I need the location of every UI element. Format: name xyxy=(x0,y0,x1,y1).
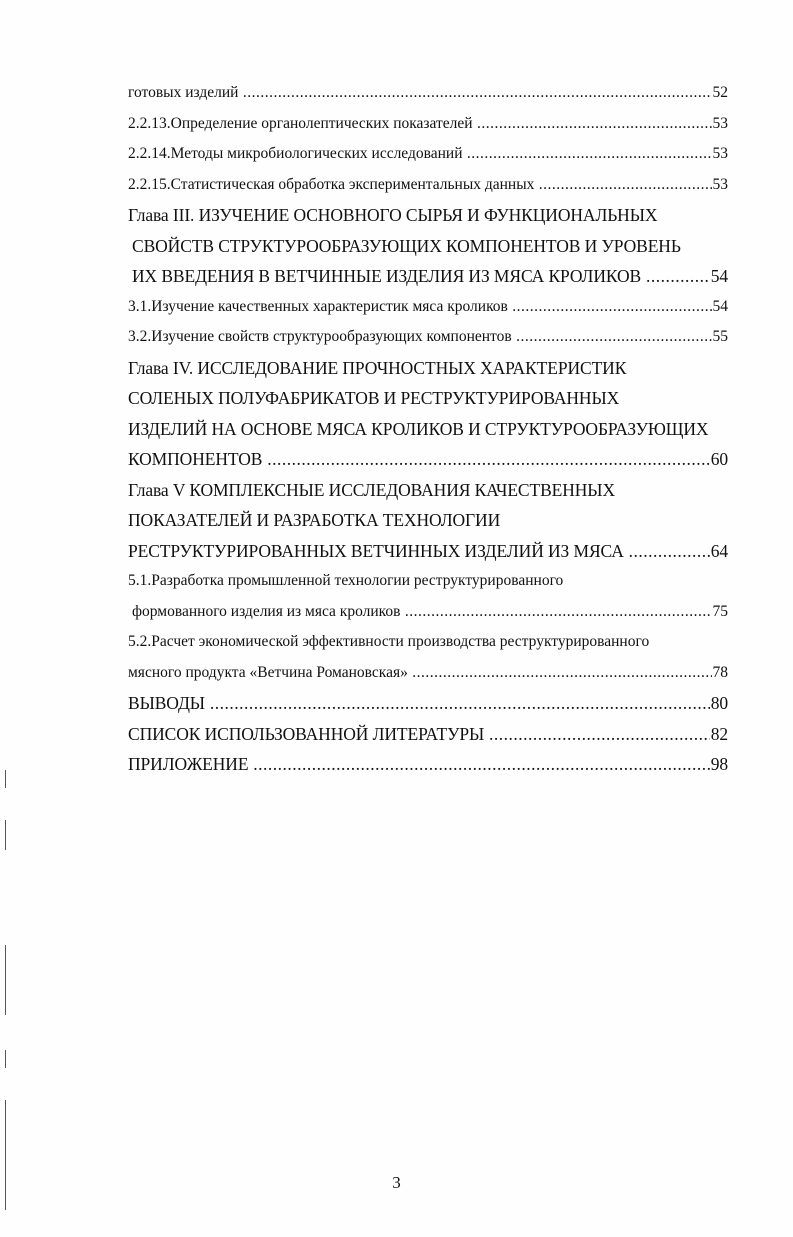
toc-entry-page: 53 xyxy=(712,170,729,201)
toc-entry-text: СПИСОК ИСПОЛЬЗОВАННОЙ ЛИТЕРАТУРЫ ..... xyxy=(128,719,728,750)
toc-entry-text: 2.2.15.Статистическая обработка экспериментальных данных ..... xyxy=(128,170,728,201)
toc-entry-page: 53 xyxy=(712,139,729,170)
toc-entry xyxy=(128,170,728,201)
toc-entry-text: 3.1.Изучение качественных характеристик мяса кроликов ..... xyxy=(128,292,728,323)
toc-entry-page: 55 xyxy=(712,322,729,353)
scan-edge-mark xyxy=(5,820,6,850)
toc-entry-page: 52 xyxy=(712,78,729,109)
table-of-contents xyxy=(128,78,728,780)
toc-entry xyxy=(128,749,728,780)
toc-entry-text: Глава III. ИЗУЧЕНИЕ ОСНОВНОГО СЫРЬЯ И ФУНКЦИОНАЛЬНЫХ xyxy=(128,205,658,225)
toc-chapter-heading xyxy=(128,200,728,231)
toc-chapter-heading xyxy=(128,475,728,506)
toc-entry xyxy=(128,322,728,353)
toc-entry-page: 80 xyxy=(710,688,728,719)
toc-entry-page: 64 xyxy=(710,536,728,567)
toc-entry-text: РЕСТРУКТУРИРОВАННЫХ ВЕТЧИННЫХ ИЗДЕЛИЙ ИЗ МЯСА ..... xyxy=(128,536,728,567)
toc-entry-text: ПОКАЗАТЕЛЕЙ И РАЗРАБОТКА ТЕХНОЛОГИИ xyxy=(128,510,501,530)
toc-entry-text: ВЫВОДЫ ..... xyxy=(128,688,728,719)
toc-entry-page: 54 xyxy=(712,292,729,323)
scan-edge-mark xyxy=(5,1100,6,1210)
toc-entry-text: ПРИЛОЖЕНИЕ ..... xyxy=(128,749,728,780)
toc-entry-text: готовых изделий ..... xyxy=(128,78,728,109)
toc-entry-text: Глава IV. ИССЛЕДОВАНИЕ ПРОЧНОСТНЫХ ХАРАКТЕРИСТИК xyxy=(128,357,627,378)
toc-entry-page: 78 xyxy=(712,658,729,689)
toc-entry-text: 5.2.Расчет экономической эффективности производства реструктурированного xyxy=(128,633,650,650)
toc-entry-text: ИЗДЕЛИЙ НА ОСНОВЕ МЯСА КРОЛИКОВ И СТРУКТУРООБРАЗУЮЩИХ xyxy=(128,418,709,439)
toc-entry-text: 2.2.13.Определение органолептических показателей ..... xyxy=(128,109,728,140)
toc-entry xyxy=(128,627,728,658)
toc-entry-text: СОЛЕНЫХ ПОЛУФАБРИКАТОВ И РЕСТРУКТУРИРОВАННЫХ xyxy=(128,388,620,408)
page-number: 3 xyxy=(392,1173,401,1192)
scan-edge-mark xyxy=(5,1050,6,1068)
toc-entry-text: ИХ ВВЕДЕНИЯ В ВЕТЧИННЫЕ ИЗДЕЛИЯ ИЗ МЯСА КРОЛИКОВ ..... xyxy=(132,261,728,292)
toc-entry xyxy=(128,444,728,475)
toc-entry-text: 2.2.14.Методы микробиологических исследований ..... xyxy=(128,139,728,170)
toc-chapter-heading xyxy=(128,231,728,262)
toc-entry-text: Глава V КОМПЛЕКСНЫЕ ИССЛЕДОВАНИЯ КАЧЕСТВЕННЫХ xyxy=(128,479,616,500)
toc-entry xyxy=(128,719,728,750)
toc-entry xyxy=(128,78,728,109)
toc-chapter-heading xyxy=(128,414,728,445)
toc-entry xyxy=(128,658,728,689)
toc-entry-page: 60 xyxy=(710,444,728,475)
toc-chapter-heading xyxy=(128,353,728,384)
toc-entry-text: 3.2.Изучение свойств структурообразующих компонентов ..... xyxy=(128,322,728,353)
toc-chapter-heading xyxy=(128,505,728,536)
scan-edge-mark xyxy=(5,945,6,1015)
toc-entry-text: 5.1.Разработка промышленной технологии реструктурированного xyxy=(128,572,564,589)
toc-entry xyxy=(128,261,728,292)
toc-entry-page: 54 xyxy=(710,261,728,292)
scan-edge-mark xyxy=(5,770,6,788)
toc-entry-page: 53 xyxy=(712,109,729,140)
toc-chapter-heading xyxy=(128,383,728,414)
toc-entry xyxy=(128,109,728,140)
toc-entry xyxy=(128,566,728,597)
toc-entry-text: формованного изделия из мяса кроликов ..... xyxy=(132,597,728,628)
toc-entry-text: КОМПОНЕНТОВ ..... xyxy=(128,444,728,475)
toc-entry-page: 98 xyxy=(710,749,728,780)
toc-entry xyxy=(128,536,728,567)
toc-entry xyxy=(128,139,728,170)
toc-entry-page: 82 xyxy=(710,719,728,750)
toc-entry-text: мясного продукта «Ветчина Романовская» ..... xyxy=(128,658,728,689)
toc-entry xyxy=(128,292,728,323)
toc-entry-page: 75 xyxy=(712,597,729,628)
toc-entry xyxy=(128,597,728,628)
toc-entry-text: СВОЙСТВ СТРУКТУРООБРАЗУЮЩИХ КОМПОНЕНТОВ И УРОВЕНЬ xyxy=(132,235,681,256)
toc-entry xyxy=(128,688,728,719)
